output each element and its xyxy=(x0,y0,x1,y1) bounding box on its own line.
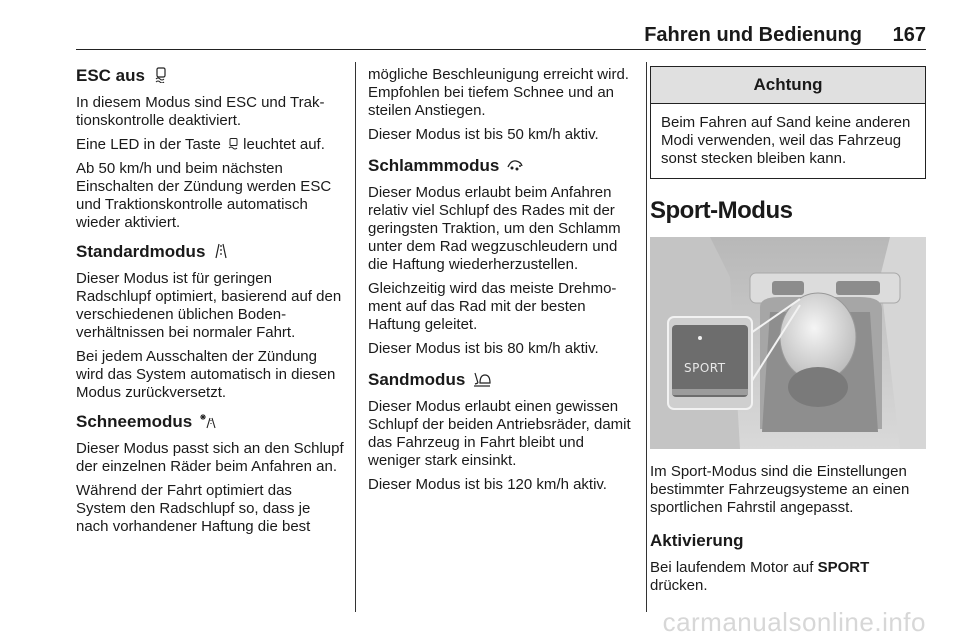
column-middle xyxy=(368,52,636,500)
section-heading-esc-off: ESC aus xyxy=(76,66,344,86)
section-heading-sport: Sport-Modus xyxy=(650,197,793,224)
column-right xyxy=(650,52,928,601)
page-header xyxy=(76,18,926,50)
esc-paragraph-3: Ab 50 km/h und beim nächsten Einschalten der Zündung werden ESC und Traktionskontrolle automatisch wieder aktiviert. xyxy=(76,160,332,231)
section-heading-sand: Sandmodus xyxy=(368,370,636,390)
esc-paragraph-1: In diesem Modus sind ESC und Traktionskontrolle deaktiviert. xyxy=(76,94,325,129)
column-divider xyxy=(355,62,356,612)
sport-keyword: SPORT xyxy=(817,559,870,576)
mud-paragraph-1: Dieser Modus erlaubt beim Anfahren relativ viel Schlupf des Rades mit der geringsten Traktion, um den Schlamm unter dem Rad wegzuschleudern und die Haftung wiederherzustellen. xyxy=(368,184,621,273)
warning-text: Beim Fahren auf Sand keine anderen Modi verwenden, weil das Fahrzeug sonst stecken bleiben kann. xyxy=(661,114,911,167)
mud-paragraph-2: Gleichzeitig wird das meiste Drehmoment auf das Rad mit der besten Haftung geleitet. xyxy=(368,280,617,333)
snow-mode-icon xyxy=(200,413,216,429)
console-illustration xyxy=(650,237,926,449)
sport-button-label: SPORT xyxy=(684,361,726,375)
mud-speed-limit: Dieser Modus ist bis 80 km/h aktiv. xyxy=(368,340,599,357)
standard-paragraph-1: Dieser Modus ist für geringen Radschlupf optimiert, basierend auf den verschiedenen üblichen Bodenverhältnissen bei normaler Fahrt. xyxy=(76,270,342,341)
section-heading-activation: Aktivierung xyxy=(650,531,744,550)
snow-paragraph-2: Während der Fahrt optimiert das System den Radschlupf so, dass je nach vorhandener Haftung die best xyxy=(76,482,311,535)
snow-paragraph-continued: mögliche Beschleunigung erreicht wird. Empfohlen bei tiefem Schnee und an steilen Anstiegen. xyxy=(368,66,629,119)
snow-speed-limit: Dieser Modus ist bis 50 km/h aktiv. xyxy=(368,126,599,143)
activation-paragraph: Bei laufendem Motor auf SPORT drücken. xyxy=(650,559,870,594)
mud-mode-icon xyxy=(507,157,523,173)
esc-off-icon xyxy=(153,67,169,83)
esc-button-icon xyxy=(228,138,239,150)
snow-paragraph-1: Dieser Modus passt sich an den Schlupf der einzelnen Räder beim Anfahren an. xyxy=(76,440,344,475)
standard-mode-icon xyxy=(213,243,229,259)
standard-paragraph-2: Bei jedem Ausschalten der Zündung wird das System automatisch in diesen Modus zurückversetzt. xyxy=(76,348,336,401)
column-divider xyxy=(646,62,647,612)
warning-box xyxy=(650,66,926,179)
watermark: carmanualsonline.info xyxy=(662,607,926,637)
page-title: Fahren und Bedienung xyxy=(644,24,862,46)
sport-paragraph-1: Im Sport-Modus sind die Einstellungen bestimmter Fahrzeugsysteme an einen sportlichen Fahrstil angepasst. xyxy=(650,463,910,516)
page-number: 167 xyxy=(892,24,926,46)
sport-button-photo xyxy=(650,237,926,449)
section-heading-snow: Schneemodus xyxy=(76,412,344,432)
esc-paragraph-2: Eine LED in der Taste leuchtet auf. xyxy=(76,136,325,153)
warning-title: Achtung xyxy=(651,67,925,104)
sand-paragraph-1: Dieser Modus erlaubt einen gewissen Schlupf der beiden Antriebsräder, damit das Fahrzeug in Fahrt bleibt und weniger stark einsinkt. xyxy=(368,398,631,469)
section-heading-mud: Schlammmodus xyxy=(368,156,636,176)
section-heading-standard: Standardmodus xyxy=(76,242,344,262)
column-left xyxy=(76,52,344,542)
sand-mode-icon xyxy=(473,371,491,387)
sand-speed-limit: Dieser Modus ist bis 120 km/h aktiv. xyxy=(368,476,607,493)
